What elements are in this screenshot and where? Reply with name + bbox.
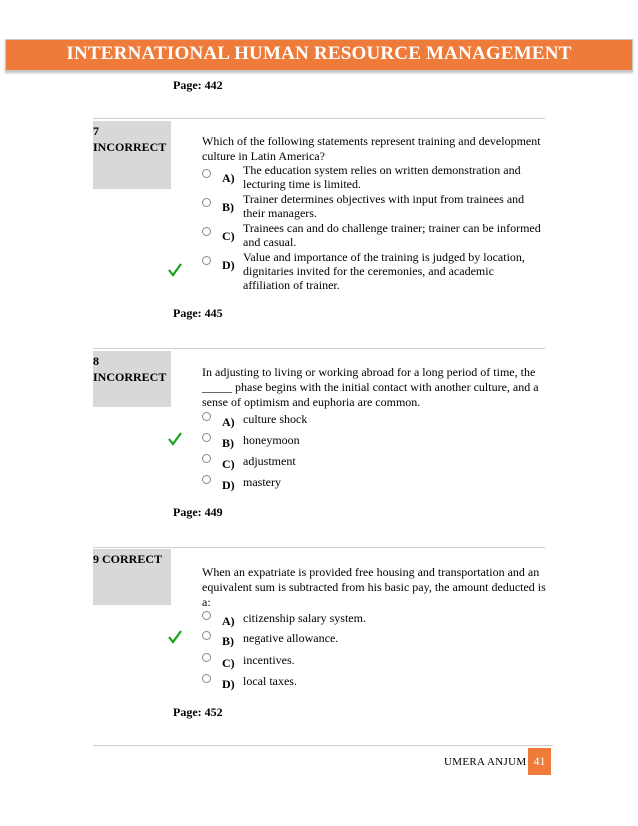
footer-divider — [93, 745, 553, 746]
radio-button[interactable] — [202, 433, 211, 442]
option-letter: D) — [222, 258, 235, 272]
option-text: honeymoon — [243, 433, 300, 447]
option-letter: B) — [222, 200, 234, 214]
option-text: adjustment — [243, 454, 296, 468]
radio-button[interactable] — [202, 227, 211, 236]
option-text: incentives. — [243, 653, 295, 667]
radio-button[interactable] — [202, 454, 211, 463]
option-letter: C) — [222, 229, 235, 243]
question-text: When an expatriate is provided free housing and transportation and an equivalent sum is subtracted from his basic pay, the amount deducted is a: — [202, 565, 546, 609]
correct-answer-check-icon — [168, 432, 182, 446]
correct-answer-check-icon — [168, 630, 182, 644]
question-status: INCORRECT — [93, 140, 167, 154]
option-text: citizenship salary system. — [243, 611, 366, 625]
divider — [93, 547, 545, 548]
question-status — [93, 551, 171, 567]
document-title: INTERNATIONAL HUMAN RESOURCE MANAGEMENT — [66, 43, 572, 64]
radio-button[interactable] — [202, 674, 211, 683]
option-letter: B) — [222, 436, 234, 450]
header-banner — [5, 39, 633, 71]
option-text: Trainer determines objectives with input from trainees and their managers. — [243, 192, 525, 220]
option-letter: C) — [222, 656, 235, 670]
question-number: 7 — [93, 124, 99, 138]
page-reference: Page: 452 — [173, 705, 223, 719]
option-text: culture shock — [243, 412, 308, 426]
option-letter: A) — [222, 614, 235, 628]
footer-author: UMERA ANJUM — [444, 756, 527, 768]
radio-button[interactable] — [202, 611, 211, 620]
question-status-label: CORRECT — [102, 552, 163, 566]
radio-button[interactable] — [202, 412, 211, 421]
page-number: 41 — [528, 748, 551, 775]
option-text: Value and importance of the training is judged by location, dignitaries invited for the ceremonies, and academic affiliation of trainer. — [243, 250, 525, 292]
option-text: mastery — [243, 475, 281, 489]
option-letter: A) — [222, 415, 235, 429]
option-text: Trainees can and do challenge trainer; trainer can be informed and casual. — [243, 221, 541, 249]
option-text: negative allowance. — [243, 631, 339, 645]
question-text: Which of the following statements represent training and development culture in Latin America? — [202, 134, 541, 163]
question-status-box — [93, 351, 171, 407]
radio-button[interactable] — [202, 198, 211, 207]
option-letter: D) — [222, 478, 235, 492]
radio-button[interactable] — [202, 631, 211, 640]
radio-button[interactable] — [202, 475, 211, 484]
question-number: 9 — [93, 552, 99, 566]
option-text: local taxes. — [243, 674, 297, 688]
radio-button[interactable] — [202, 256, 211, 265]
radio-button[interactable] — [202, 653, 211, 662]
question-number: 8 — [93, 354, 99, 368]
question-text: In adjusting to living or working abroad for a long period of time, the _____ phase begins with the initial contact with another culture, and a sense of optimism and euphoria are common. — [202, 365, 539, 409]
divider — [93, 118, 545, 119]
radio-button[interactable] — [202, 169, 211, 178]
question-status-box — [93, 549, 171, 605]
option-letter: A) — [222, 171, 235, 185]
question-status: INCORRECT — [93, 370, 167, 384]
correct-answer-check-icon — [168, 263, 182, 277]
page-reference: Page: 445 — [173, 306, 223, 320]
divider — [93, 348, 545, 349]
option-text: The education system relies on written demonstration and lecturing time is limited. — [243, 163, 521, 191]
page-reference: Page: 449 — [173, 505, 223, 519]
page-reference: Page: 442 — [173, 78, 223, 92]
question-status-box — [93, 121, 171, 189]
option-letter: C) — [222, 457, 235, 471]
option-letter: D) — [222, 677, 235, 691]
option-letter: B) — [222, 634, 234, 648]
